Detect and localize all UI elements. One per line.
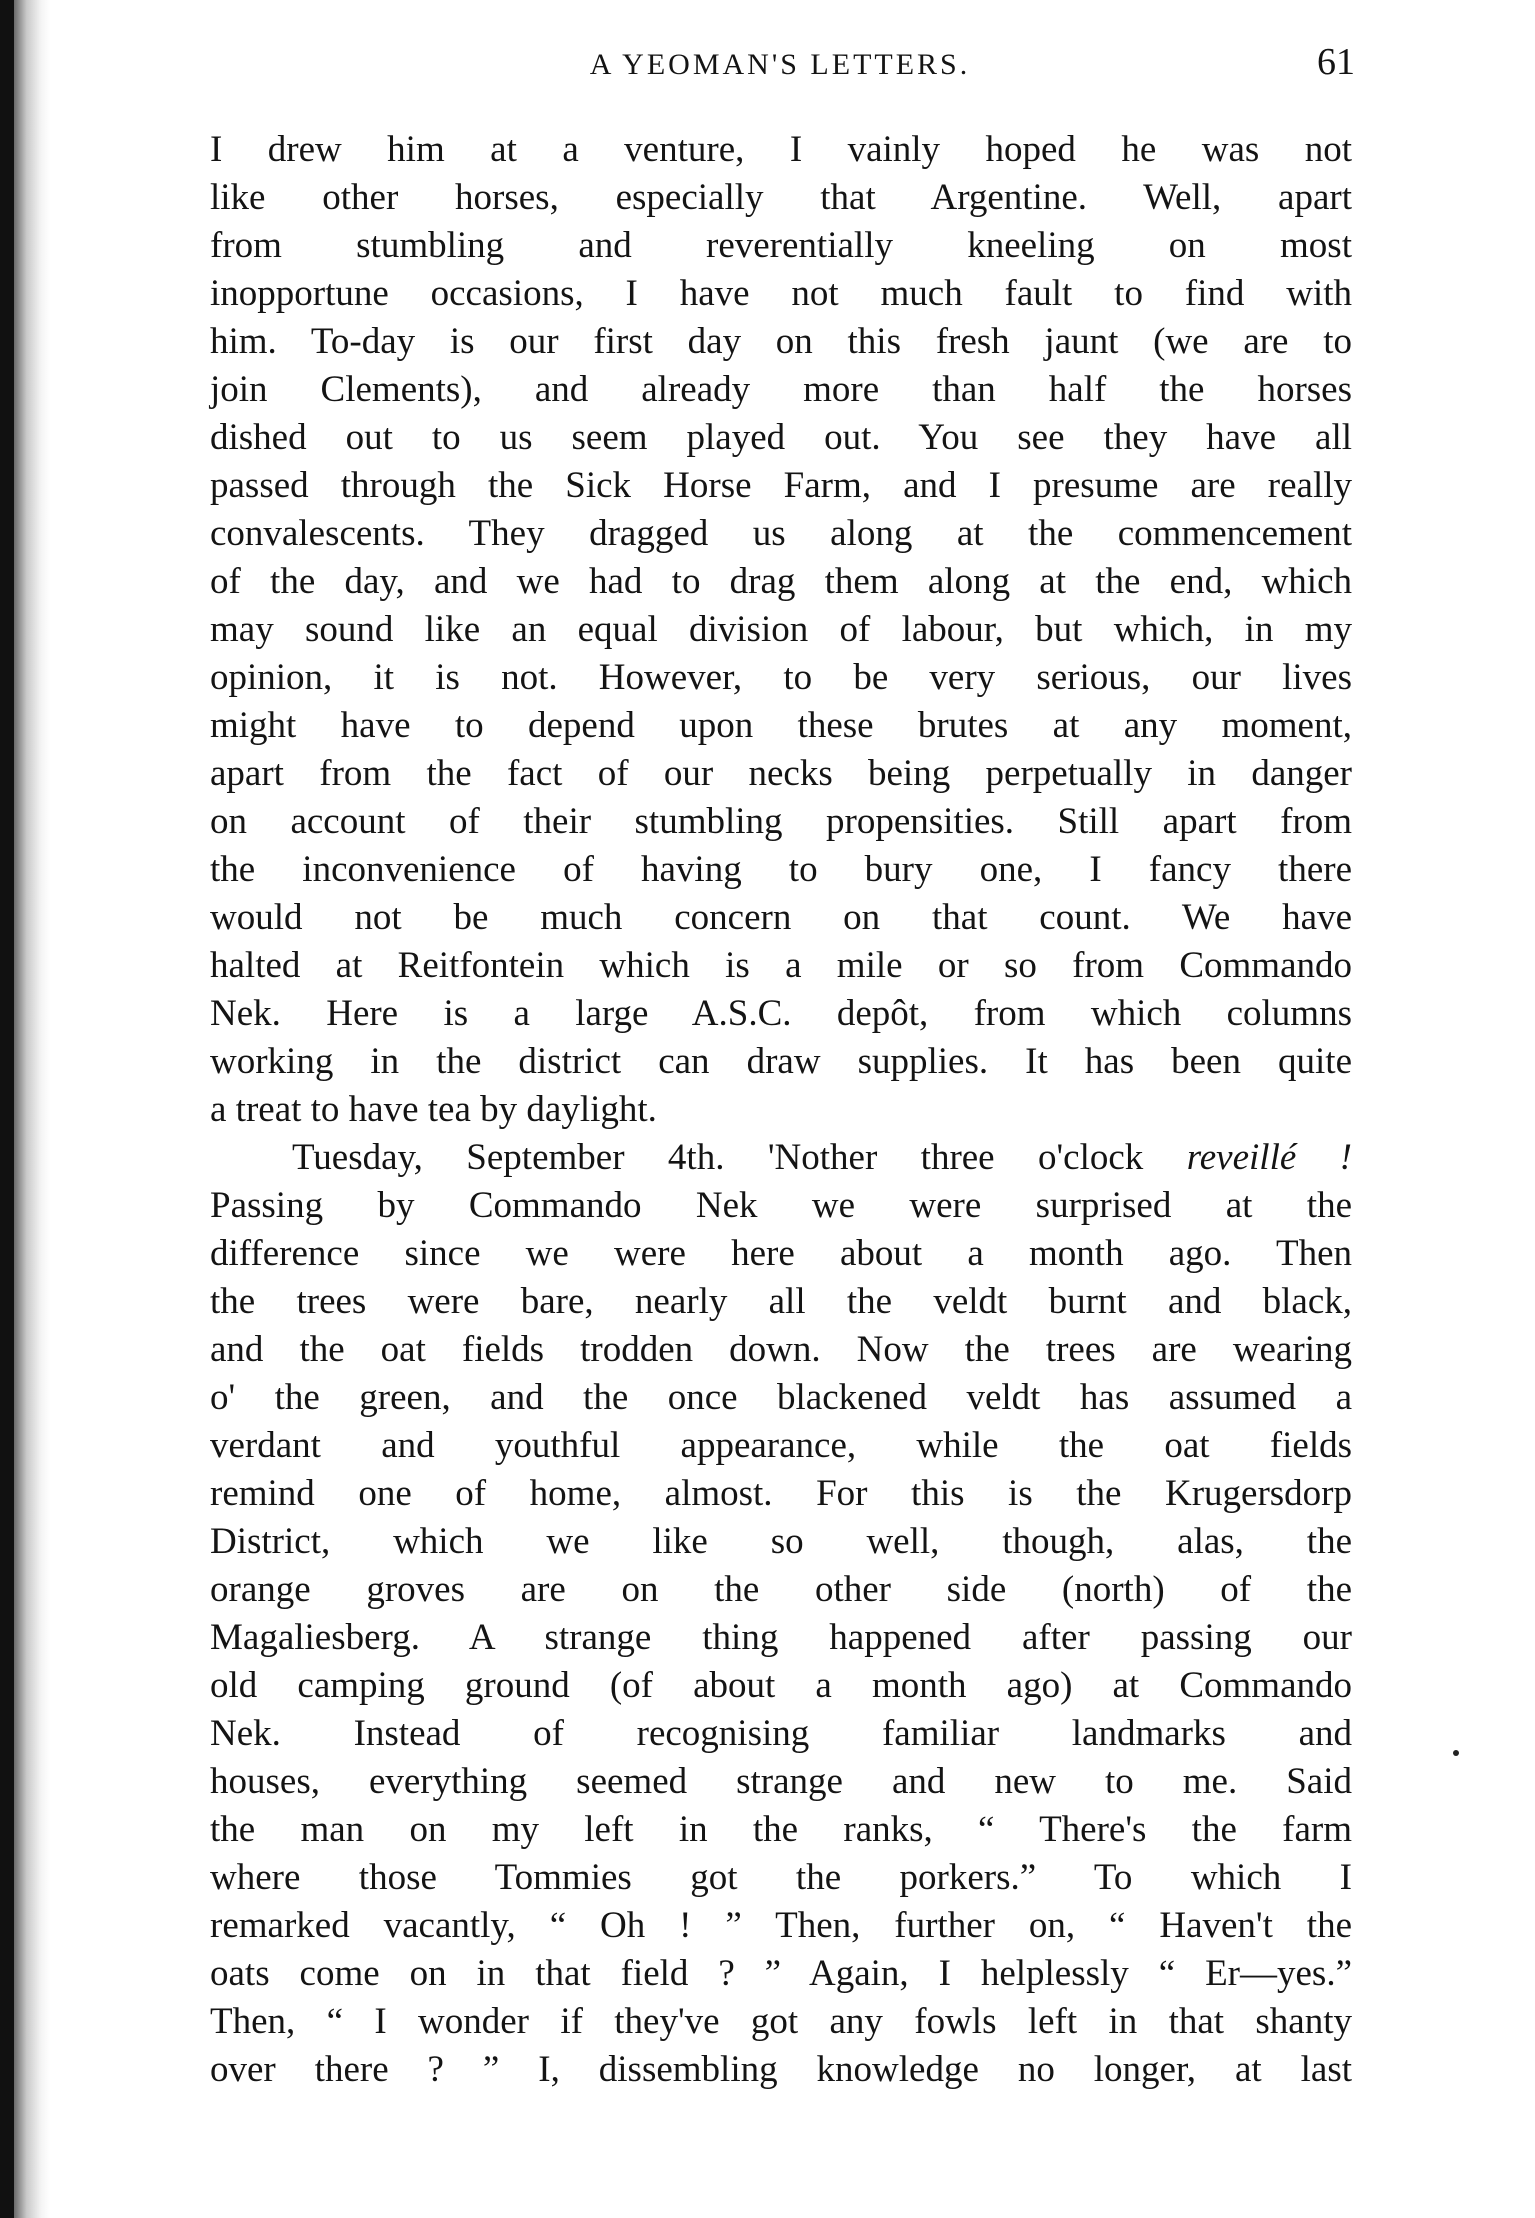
binding-gutter [0, 0, 14, 2218]
date-entry-text: Tuesday, September 4th. 'Nother three o'clock [292, 1137, 1187, 1178]
binding-shadow [14, 0, 50, 2218]
body-text [210, 126, 1352, 2094]
text-line: would not be much concern on that count. We have [210, 897, 1352, 938]
text-line: difference since we were here about a month ago. Then [210, 1233, 1352, 1274]
text-line: of the day, and we had to drag them along at the end, which [210, 561, 1352, 602]
text-line: might have to depend upon these brutes at any moment, [210, 705, 1352, 746]
text-line: working in the district can draw supplies. It has been quite [210, 1041, 1352, 1082]
text-line: over there ? ” I, dissembling knowledge no longer, at last [210, 2049, 1352, 2090]
text-line: on account of their stumbling propensities. Still apart from [210, 801, 1352, 842]
page-number: 61 [1317, 41, 1355, 83]
text-line: Nek. Instead of recognising familiar landmarks and [210, 1713, 1352, 1754]
text-line: Magaliesberg. A strange thing happened after passing our [210, 1617, 1352, 1658]
text-line: o' the green, and the once blackened veldt has assumed a [210, 1377, 1352, 1418]
text-line: oats come on in that field ? ” Again, I helplessly “ Er—yes.” [210, 1953, 1352, 1994]
text-line: and the oat fields trodden down. Now the trees are wearing [210, 1329, 1352, 1370]
running-title: A YEOMAN'S LETTERS. [589, 48, 971, 81]
text-line: verdant and youthful appearance, while the oat fields [210, 1425, 1352, 1466]
text-line: remarked vacantly, “ Oh ! ” Then, further on, “ Haven't the [210, 1905, 1352, 1946]
text-line: District, which we like so well, though, alas, the [210, 1521, 1352, 1562]
text-line: him. To-day is our first day on this fresh jaunt (we are to [210, 321, 1352, 362]
text-line: dished out to us seem played out. You see they have all [210, 417, 1352, 458]
text-line: houses, everything seemed strange and new to me. Said [210, 1761, 1352, 1802]
text-line: Nek. Here is a large A.S.C. depôt, from which columns [210, 993, 1352, 1034]
text-line: from stumbling and reverentially kneeling on most [210, 225, 1352, 266]
text-line: convalescents. They dragged us along at the commencement [210, 513, 1352, 554]
paragraph-2 [210, 1134, 1352, 2094]
text-line: remind one of home, almost. For this is the Krugersdorp [210, 1473, 1352, 1514]
text-line: I drew him at a venture, I vainly hoped he was not [210, 129, 1352, 170]
text-line: the inconvenience of having to bury one, I fancy there [210, 849, 1352, 890]
text-line: join Clements), and already more than half the horses [210, 369, 1352, 410]
paragraph-1 [210, 126, 1352, 1134]
stray-ink-dot [1453, 1750, 1459, 1756]
text-line: the man on my left in the ranks, “ There's the farm [210, 1809, 1352, 1850]
page-header [205, 40, 1355, 100]
text-line: halted at Reitfontein which is a mile or so from Commando [210, 945, 1352, 986]
paragraph-first-line [210, 1134, 1352, 1182]
text-line: may sound like an equal division of labour, but which, in my [210, 609, 1352, 650]
text-line: Then, “ I wonder if they've got any fowls left in that shanty [210, 2001, 1352, 2042]
text-line: inopportune occasions, I have not much fault to find with [210, 273, 1352, 314]
text-line: old camping ground (of about a month ago) at Commando [210, 1665, 1352, 1706]
text-line: the trees were bare, nearly all the veldt burnt and black, [210, 1281, 1352, 1322]
text-line: where those Tommies got the porkers.” To which I [210, 1857, 1352, 1898]
italic-word: reveillé ! [1186, 1137, 1352, 1178]
text-line: like other horses, especially that Argentine. Well, apart [210, 177, 1352, 218]
text-line: a treat to have tea by daylight. [210, 1089, 657, 1130]
text-line: opinion, it is not. However, to be very serious, our lives [210, 657, 1352, 698]
text-line: Passing by Commando Nek we were surprised at the [210, 1185, 1352, 1226]
text-line: orange groves are on the other side (north) of the [210, 1569, 1352, 1610]
text-line: apart from the fact of our necks being perpetually in danger [210, 753, 1352, 794]
text-line: passed through the Sick Horse Farm, and I presume are really [210, 465, 1352, 506]
